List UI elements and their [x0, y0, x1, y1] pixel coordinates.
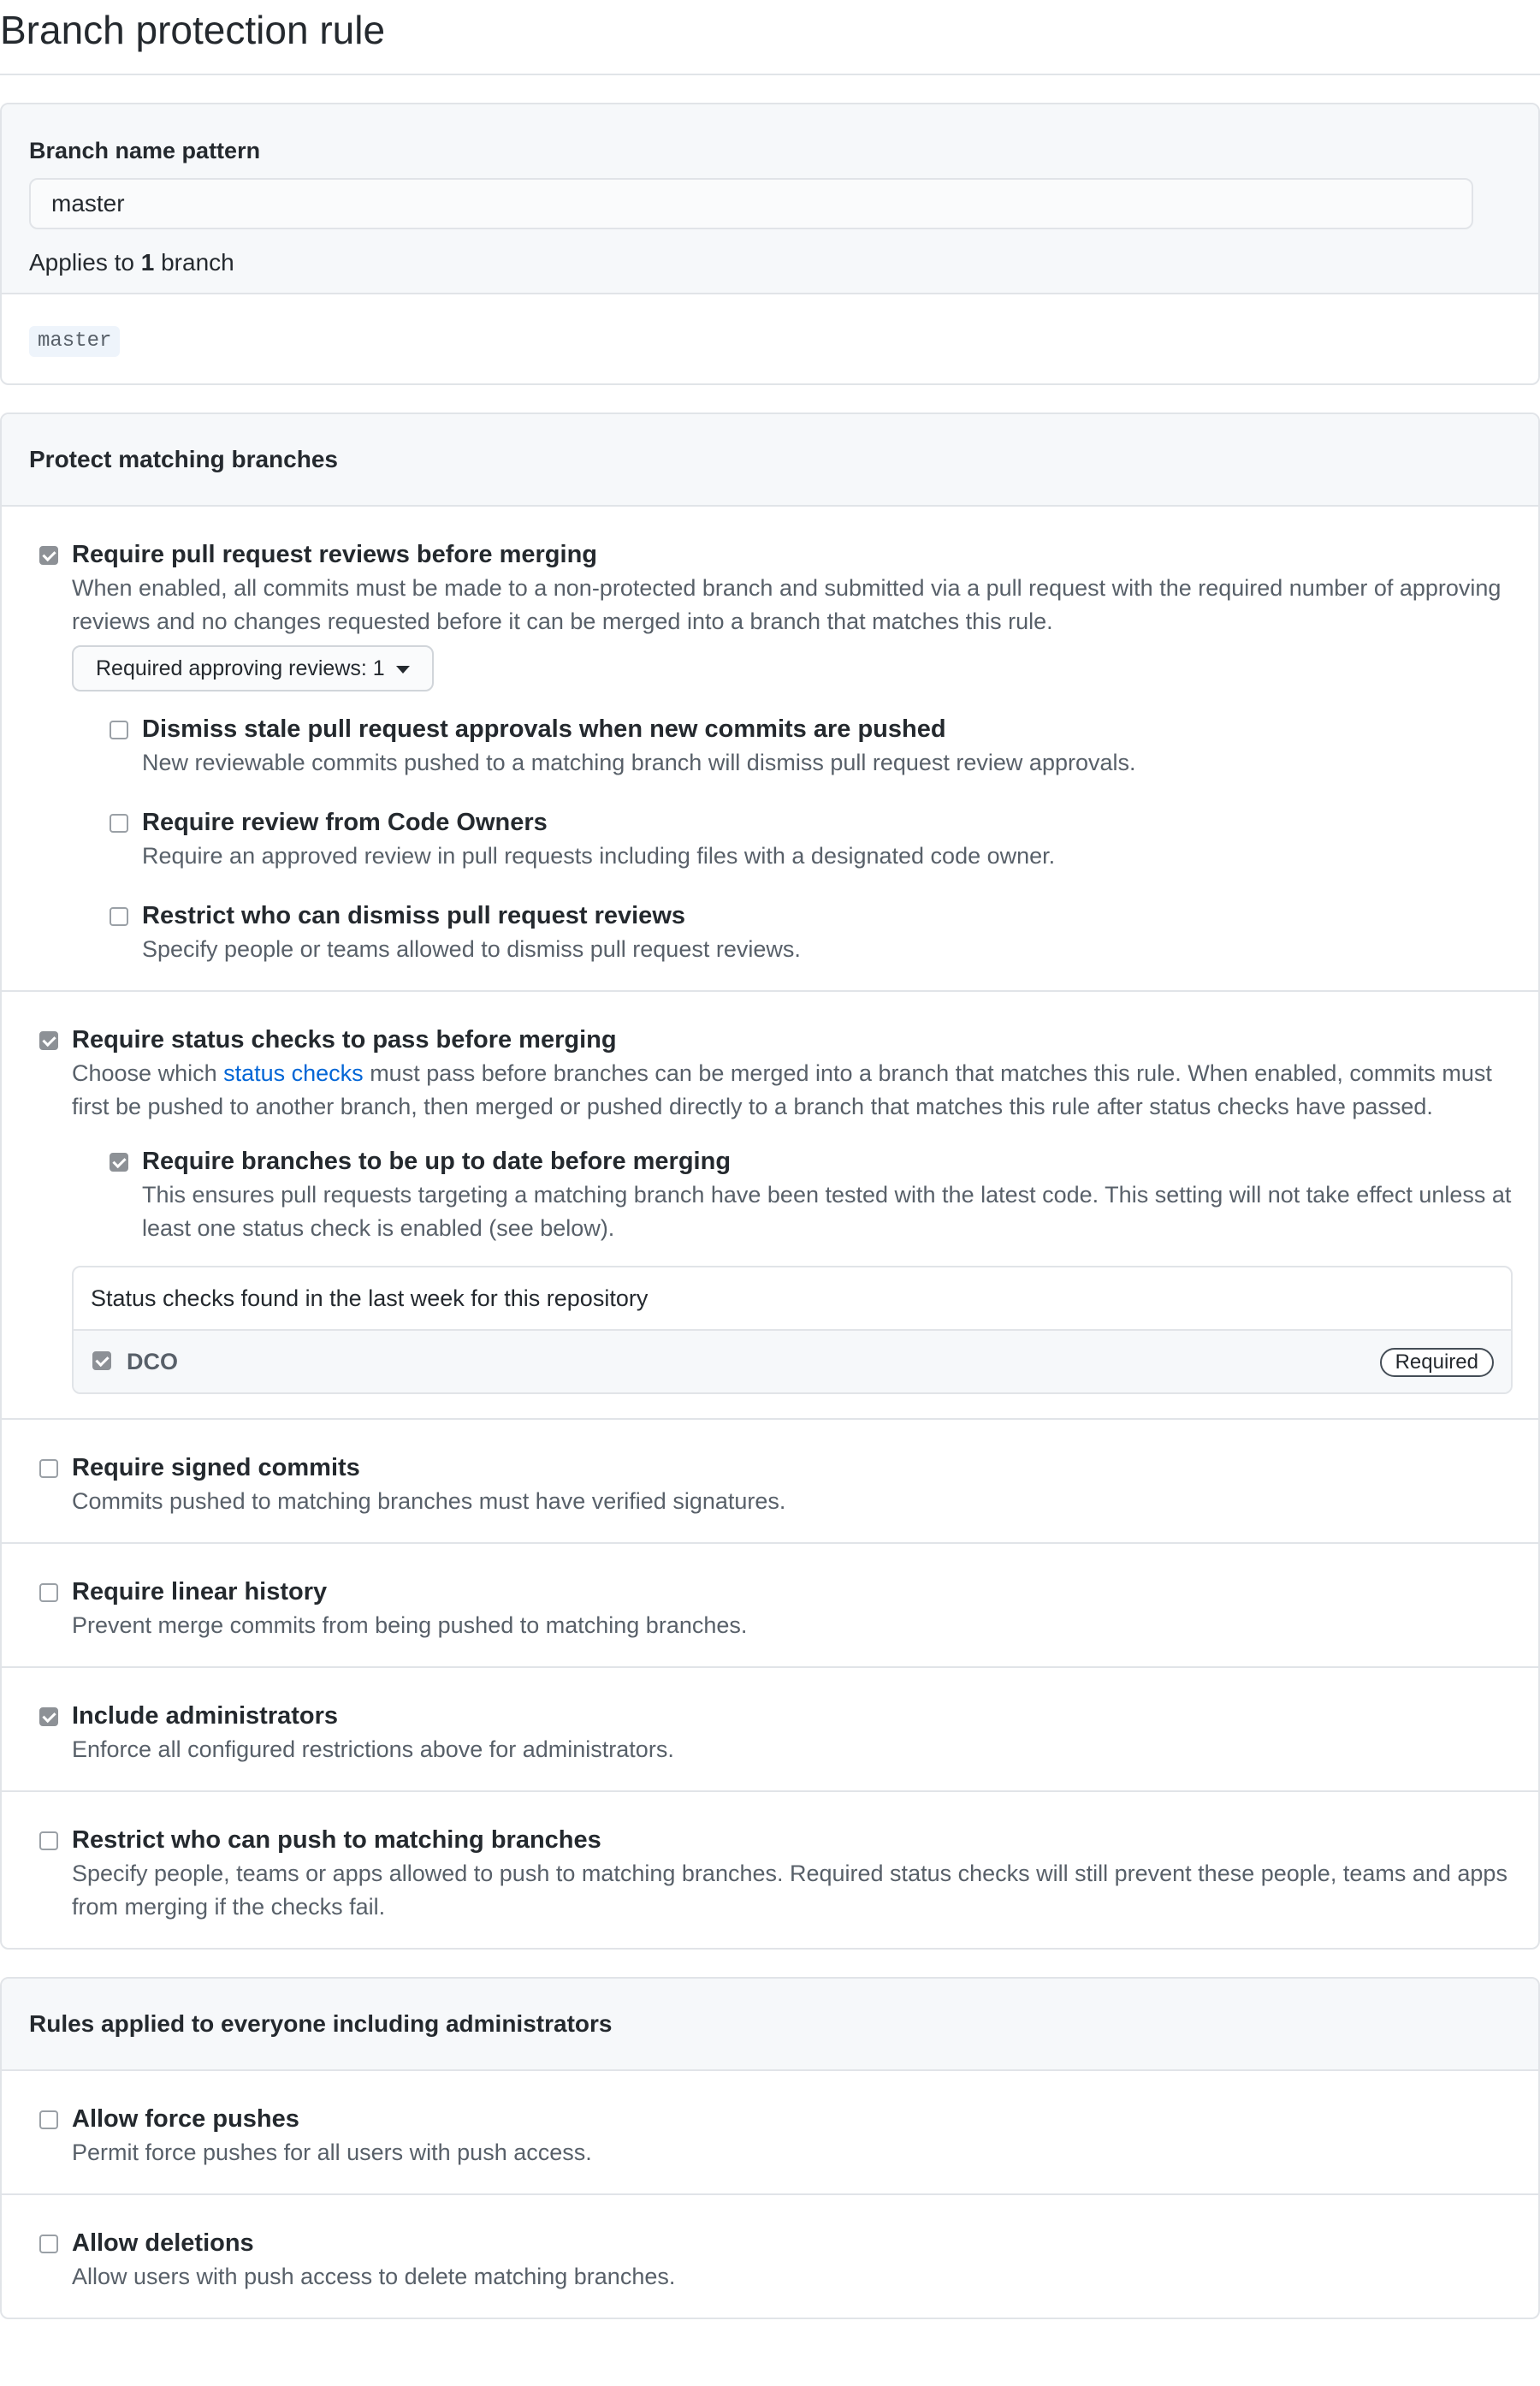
required-badge: Required [1380, 1348, 1494, 1377]
status-check-row [74, 1331, 1511, 1392]
everyone-box [0, 1977, 1540, 2319]
page-title: Branch protection rule [0, 0, 1540, 75]
status-checks-list [72, 1266, 1513, 1394]
option-status-checks [2, 992, 1538, 1420]
signed-commits-desc: Commits pushed to matching branches must have verified signatures. [72, 1488, 786, 1514]
status-checks-header: Status checks found in the last week for this repository [74, 1267, 1511, 1331]
dismiss-stale-desc: New reviewable commits pushed to a matching branch will dismiss pull request review approvals. [142, 750, 1136, 775]
linear-history-desc: Prevent merge commits from being pushed to matching branches. [72, 1612, 748, 1638]
include-admins-checkbox[interactable] [39, 1707, 58, 1726]
up-to-date-desc: This ensures pull requests targeting a matching branch have been tested with the latest code. This setting will not take effect unless at least one status check is enabled (see below). [142, 1182, 1512, 1241]
branch-chip[interactable]: master [29, 326, 120, 357]
up-to-date-checkbox[interactable] [110, 1153, 128, 1172]
applies-suffix: branch [154, 249, 234, 276]
option-dismiss-stale [106, 712, 1513, 780]
option-include-admins [2, 1668, 1538, 1792]
everyone-header: Rules applied to everyone including administrators [2, 1979, 1538, 2071]
signed-commits-checkbox[interactable] [39, 1459, 58, 1478]
restrict-push-desc: Specify people, teams or apps allowed to push to matching branches. Required status checks will still prevent these people, teams and apps from merging if the checks fail. [72, 1861, 1507, 1920]
approving-reviews-label: Required approving reviews: 1 [96, 656, 385, 680]
restrict-dismiss-checkbox[interactable] [110, 907, 128, 926]
signed-commits-title: Require signed commits [72, 1454, 360, 1481]
force-pushes-desc: Permit force pushes for all users with push access. [72, 2140, 592, 2165]
code-owners-desc: Require an approved review in pull requests including files with a designated code owner. [142, 843, 1056, 869]
status-desc-after: must pass before branches can be merged into a branch that matches this rule. When enabled, commits must first be pushed to another branch, then merged or pushed directly to a branch that matches this rule after status checks have passed. [72, 1060, 1492, 1119]
require-reviews-checkbox[interactable] [39, 546, 58, 565]
option-restrict-push [2, 1792, 1538, 1948]
approving-reviews-dropdown[interactable] [72, 645, 434, 691]
status-checks-desc [72, 1057, 1513, 1124]
applies-prefix: Applies to [29, 249, 141, 276]
protect-header: Protect matching branches [2, 414, 1538, 507]
force-pushes-title: Allow force pushes [72, 2105, 299, 2133]
dismiss-stale-checkbox[interactable] [110, 721, 128, 739]
option-require-reviews [2, 507, 1538, 992]
branch-pattern-input[interactable] [29, 178, 1473, 229]
status-checks-checkbox[interactable] [39, 1031, 58, 1050]
status-desc-before: Choose which [72, 1060, 224, 1086]
dismiss-stale-title: Dismiss stale pull request approvals when new commits are pushed [142, 715, 946, 743]
branch-pattern-label: Branch name pattern [29, 138, 261, 163]
dco-checkbox[interactable] [92, 1351, 111, 1370]
up-to-date-title: Require branches to be up to date before merging [142, 1148, 732, 1175]
option-deletions [2, 2195, 1538, 2318]
linear-history-title: Require linear history [72, 1578, 328, 1606]
deletions-desc: Allow users with push access to delete matching branches. [72, 2264, 676, 2289]
option-linear-history [2, 1544, 1538, 1668]
restrict-push-checkbox[interactable] [39, 1831, 58, 1850]
status-checks-link[interactable]: status checks [223, 1060, 364, 1086]
applies-count: 1 [140, 249, 155, 276]
option-up-to-date [106, 1144, 1513, 1245]
option-code-owners [106, 805, 1513, 873]
status-check-name: DCO [127, 1349, 178, 1374]
restrict-dismiss-title: Restrict who can dismiss pull request reviews [142, 902, 685, 929]
include-admins-title: Include administrators [72, 1702, 339, 1730]
code-owners-title: Require review from Code Owners [142, 809, 548, 836]
applies-to-text [29, 245, 1511, 281]
code-owners-checkbox[interactable] [110, 814, 128, 833]
restrict-dismiss-desc: Specify people or teams allowed to dismiss pull request reviews. [142, 936, 801, 962]
linear-history-checkbox[interactable] [39, 1583, 58, 1602]
caret-down-icon [396, 666, 410, 674]
require-reviews-desc: When enabled, all commits must be made to a non-protected branch and submitted via a pull request with the required number of approving reviews and no changes requested before it can be merged into a branch that matches this rule. [72, 575, 1502, 634]
option-restrict-dismiss [106, 899, 1513, 966]
deletions-checkbox[interactable] [39, 2235, 58, 2253]
branch-pattern-box [0, 103, 1540, 385]
matched-branches [2, 294, 1538, 383]
restrict-push-title: Restrict who can push to matching branches [72, 1826, 601, 1854]
protect-box [0, 413, 1540, 1950]
require-reviews-title: Require pull request reviews before merging [72, 541, 597, 568]
branch-pattern-header [2, 104, 1538, 294]
force-pushes-checkbox[interactable] [39, 2110, 58, 2129]
option-force-pushes [2, 2071, 1538, 2195]
status-checks-title: Require status checks to pass before merging [72, 1026, 617, 1054]
include-admins-desc: Enforce all configured restrictions above for administrators. [72, 1736, 674, 1762]
deletions-title: Allow deletions [72, 2229, 254, 2257]
option-signed-commits [2, 1420, 1538, 1544]
